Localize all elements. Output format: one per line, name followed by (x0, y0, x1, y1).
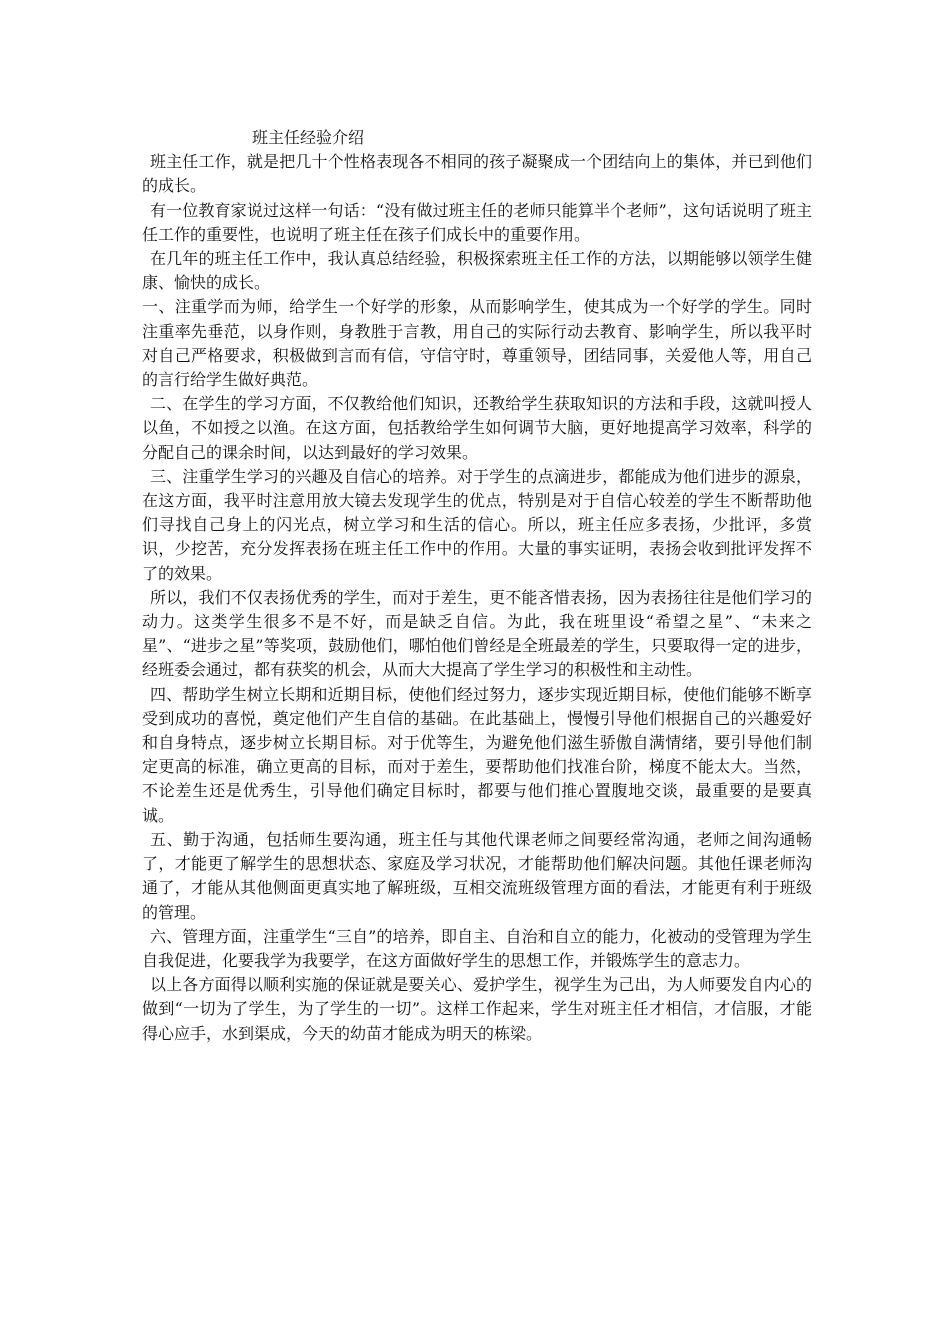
paragraph-point-5: 五、勤于沟通，包括师生要沟通，班主任与其他代课老师之间要经常沟通，老师之间沟通畅了，才能更了解学生的思想状态、家庭及学习状况，才能帮助他们解决问题。其他任课老师沟通了，才能从其他侧面更真实地了解班级，互相交流班级管理方面的看法，才能更有利于班级的管理。 (142, 829, 812, 922)
paragraph-point-2: 二、在学生的学习方面，不仅教给他们知识，还教给学生获取知识的方法和手段，这就叫授人以鱼，不如授之以渔。在这方面，包括教给学生如何调节大脑，更好地提高学习效率，科学的分配自己的课余时间，以达到最好的学习效果。 (142, 394, 812, 462)
paragraph-experience: 在几年的班主任工作中，我认真总结经验，积极探索班主任工作的方法，以期能够以领学生健康、愉快的成长。 (142, 249, 812, 293)
document-page (142, 126, 812, 1046)
paragraph-quote: 有一位教育家说过这样一句话：“没有做过班主任的老师只能算半个老师”，这句话说明了班主任工作的重要性，也说明了班主任在孩子们成长中的重要作用。 (142, 200, 812, 244)
paragraph-point-3: 三、注重学生学习的兴趣及自信心的培养。对于学生的点滴进步，都能成为他们进步的源泉，在这方面，我平时注意用放大镜去发现学生的优点，特别是对于自信心较差的学生不断帮助他们寻找自己身上的闪光点，树立学习和生活的信心。所以，班主任应多表扬，少批评，多赏识，少挖苦，充分发挥表扬在班主任工作中的作用。大量的事实证明，表扬会收到批评发挥不了的效果。 (142, 466, 812, 583)
paragraph-intro: 班主任工作，就是把几十个性格表现各不相同的孩子凝聚成一个团结向上的集体，并已到他们的成长。 (142, 152, 812, 196)
paragraph-point-6: 六、管理方面，注重学生“三自”的培养，即自主、自治和自立的能力，化被动的受管理为学生自我促进，化要我学为我要学，在这方面做好学生的思想工作，并锻炼学生的意志力。 (142, 926, 812, 970)
paragraph-point-4: 四、帮助学生树立长期和近期目标，使他们经过努力，逐步实现近期目标，使他们能够不断享受到成功的喜悦，奠定他们产生自信的基础。在此基础上，慢慢引导他们根据自己的兴趣爱好和自身特点，逐步树立长期目标。对于优等生，为避免他们滋生骄傲自满情绪，要引导他们制定更高的标准，确立更高的目标，而对于差生，要帮助他们找准台阶，梯度不能太大。当然，不论差生还是优秀生，引导他们确定目标时，都要与他们推心置腹地交谈，最重要的是要真诚。 (142, 684, 812, 825)
paragraph-praise: 所以，我们不仅表扬优秀的学生，而对于差生，更不能吝惜表扬，因为表扬往往是他们学习的动力。这类学生很多不是不好，而是缺乏自信。为此，我在班里设“希望之星”、“未来之星”、“进步之星”等奖项，鼓励他们，哪怕他们曾经是全班最差的学生，只要取得一定的进步，经班委会通过，都有获奖的机会，从而大大提高了学生学习的积极性和主动性。 (142, 587, 812, 680)
paragraph-conclusion: 以上各方面得以顺利实施的保证就是要关心、爱护学生，视学生为己出，为人师要发自内心的做到“一切为了学生，为了学生的一切”。这样工作起来，学生对班主任才相信，才信服，才能得心应手，水到渠成，今天的幼苗才能成为明天的栋梁。 (142, 975, 812, 1043)
document-title: 班主任经验介绍 (252, 128, 365, 147)
paragraph-point-1: 一、注重学而为师，给学生一个好学的形象，从而影响学生，使其成为一个好学的学生。同时注重率先垂范，以身作则，身教胜于言教，用自己的实际行动去教育、影响学生，所以我平时对自己严格要求，积极做到言而有信，守信守时，尊重领导，团结同事，关爱他人等，用自己的言行给学生做好典范。 (142, 297, 812, 390)
